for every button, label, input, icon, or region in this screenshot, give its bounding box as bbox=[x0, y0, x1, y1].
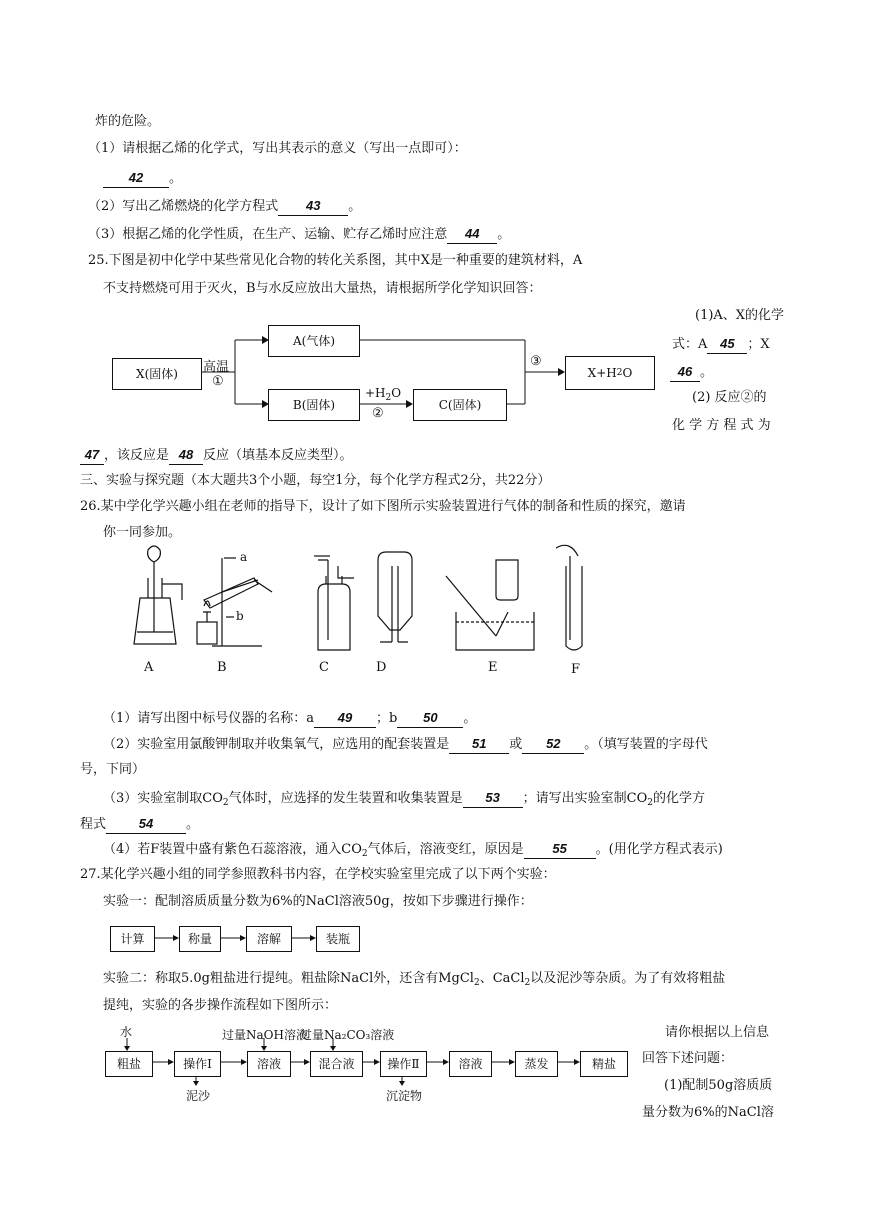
node-b-solid: B(固体) bbox=[268, 389, 360, 421]
q27-side-3: (1)配制50g溶质质 bbox=[664, 1078, 773, 1093]
flow-mixture: 混合液 bbox=[310, 1051, 363, 1077]
node-x-solid: X(固体) bbox=[112, 358, 202, 390]
flow-refined-salt: 精盐 bbox=[580, 1051, 628, 1077]
answer-blank-48[interactable]: 48 bbox=[169, 446, 203, 465]
apparatus-label-e: E bbox=[488, 660, 498, 675]
q25-side-5: 化 学 方 程 式 为 bbox=[672, 418, 771, 433]
answer-blank-53[interactable]: 53 bbox=[463, 789, 523, 808]
answer-blank-47[interactable]: 47 bbox=[80, 446, 104, 465]
apparatus-d-icon bbox=[378, 552, 412, 642]
answer-blank-42[interactable]: 42 bbox=[103, 169, 169, 188]
q26-part3-cont: 程式 54 。 bbox=[80, 816, 200, 832]
q27-side-4: 量分数为6%的NaCl溶 bbox=[642, 1105, 774, 1120]
answer-blank-55[interactable]: 55 bbox=[524, 840, 596, 859]
q26-part2-cont: 号，下同） bbox=[80, 762, 146, 777]
q25-side-4: (2) 反应②的 bbox=[692, 390, 767, 405]
step-calculate: 计算 bbox=[110, 926, 155, 952]
answer-blank-51[interactable]: 51 bbox=[449, 735, 509, 754]
flow-operation-1: 操作Ⅰ bbox=[174, 1051, 221, 1077]
step-bottle: 装瓶 bbox=[316, 926, 360, 952]
label-excess-na2co3: 过量Na₂CO₃溶液 bbox=[300, 1028, 395, 1042]
answer-blank-50[interactable]: 50 bbox=[397, 709, 463, 728]
q27-experiment-1: 实验一：配制溶质质量分数为6%的NaCl溶液50g，按如下步骤进行操作： bbox=[103, 894, 533, 909]
answer-blank-44[interactable]: 44 bbox=[447, 225, 497, 244]
q24-line0: 炸的危险。 bbox=[95, 114, 161, 129]
apparatus-e-icon bbox=[446, 560, 534, 650]
q25-line-47-48: 47 ，该反应是 48 反应（填基本反应类型）。 bbox=[80, 446, 353, 465]
flow-crude-salt: 粗盐 bbox=[105, 1051, 153, 1077]
apparatus-label-c: C bbox=[319, 660, 329, 675]
q24-part1: （1）请根据乙烯的化学式，写出其表示的意义（写出一点即可）： bbox=[88, 141, 467, 156]
label-precipitate: 沉淀物 bbox=[386, 1089, 423, 1103]
apparatus-label-d: D bbox=[376, 660, 387, 675]
q26-part2: （2）实验室用氯酸钾制取并收集氧气，应选用的配套装置是 51 或 52 。（填写装置的字母代 bbox=[103, 736, 708, 752]
label-excess-naoh: 过量NaOH溶液 bbox=[222, 1028, 308, 1042]
apparatus-label-a: A bbox=[144, 660, 154, 675]
label-reaction-3: ③ bbox=[530, 354, 542, 369]
answer-blank-43[interactable]: 43 bbox=[278, 197, 348, 216]
apparatus-a-icon bbox=[134, 546, 182, 644]
label-water: 水 bbox=[120, 1025, 133, 1039]
q25-side-3: 46 。 bbox=[670, 363, 713, 382]
q25-stem-line1: 25.下图是初中化学中某些常见化合物的转化关系图，其中X是一种重要的建筑材料，A bbox=[88, 253, 583, 268]
answer-blank-54[interactable]: 54 bbox=[106, 815, 186, 834]
q27-experiment-2-line2: 提纯，实验的各步操作流程如下图所示： bbox=[103, 998, 338, 1013]
q24-part3: （3）根据乙烯的化学性质，在生产、运输、贮存乙烯时应注意 44 。 bbox=[88, 226, 511, 242]
section-3-heading: 三、实验与探究题（本大题共3个小题，每空1分，每个化学方程式2分，共22分） bbox=[80, 473, 551, 488]
answer-blank-49[interactable]: 49 bbox=[314, 709, 376, 728]
label-sediment: 泥沙 bbox=[186, 1089, 211, 1103]
q25-side-2: 式：A 45 ；X bbox=[672, 336, 770, 352]
step-weigh: 称量 bbox=[179, 926, 221, 952]
q27-experiment-2-line1: 实验二：称取5.0g粗盐进行提纯。粗盐除NaCl外，还含有MgCl$_2$、CaCl$_2$以及泥沙等杂质。为了有效将粗盐 bbox=[103, 971, 726, 988]
answer-blank-52[interactable]: 52 bbox=[522, 735, 584, 754]
q25-stem-line2: 不支持燃烧可用于灭火，B与水反应放出大量热，请根据所学化学知识回答： bbox=[103, 281, 542, 296]
answer-blank-45[interactable]: 45 bbox=[707, 335, 747, 354]
apparatus-b-icon bbox=[197, 558, 272, 646]
apparatus-f-icon bbox=[556, 545, 582, 650]
q26-part1: （1）请写出图中标号仪器的名称：a 49 ；b 50 。 bbox=[103, 710, 477, 726]
label-reaction-1: ① bbox=[212, 374, 224, 389]
label-reaction-2: ② bbox=[372, 406, 384, 421]
step-dissolve: 溶解 bbox=[246, 926, 292, 952]
node-c-solid: C(固体) bbox=[413, 389, 507, 421]
node-a-gas: A(气体) bbox=[268, 325, 360, 357]
label-plus-water: $+H_2O$ bbox=[365, 386, 402, 403]
q25-side-1: (1)A、X的化学 bbox=[695, 308, 785, 323]
q26-part3: （3）实验室制取$CO_2$气体时，应选择的发生装置和收集装置是 53 ；请写出实验室制$CO_2$的化学方 bbox=[103, 790, 705, 808]
q26-stem-line2: 你一同参加。 bbox=[103, 525, 182, 540]
apparatus-label-b: B bbox=[217, 660, 227, 675]
apparatus-mark-b: b bbox=[236, 609, 244, 623]
q27-stem: 27.某化学兴趣小组的同学参照教科书内容，在学校实验室里完成了以下两个实验： bbox=[80, 867, 556, 882]
q26-stem-line1: 26.某中学化学兴趣小组在老师的指导下，设计了如下图所示实验装置进行气体的制备和性质的探究，邀请 bbox=[80, 499, 686, 514]
node-x-plus-water: X+H 2 O bbox=[565, 356, 655, 390]
q27-side-2: 回答下述问题： bbox=[642, 1051, 734, 1066]
apparatus-mark-a: a bbox=[240, 550, 248, 564]
flow-solution-1: 溶液 bbox=[247, 1051, 291, 1077]
label-high-temp: 高温 bbox=[203, 360, 230, 375]
apparatus-label-f: F bbox=[571, 662, 581, 677]
apparatus-c-icon bbox=[314, 556, 354, 650]
flow-solution-2: 溶液 bbox=[449, 1051, 492, 1077]
q24-answer-line-42: 42 。 bbox=[103, 169, 182, 188]
q24-part2: （2）写出乙烯燃烧的化学方程式 43 。 bbox=[88, 198, 362, 214]
flow-operation-2: 操作Ⅱ bbox=[380, 1051, 427, 1077]
q27-side-1: 请你根据以上信息 bbox=[665, 1025, 770, 1040]
q26-part4: （4）若F装置中盛有紫色石蕊溶液，通入$CO_2$气体后，溶液变红，原因是 55 。(用化学方程式表示) bbox=[103, 841, 723, 859]
answer-blank-46[interactable]: 46 bbox=[670, 363, 700, 382]
flow-evaporate: 蒸发 bbox=[515, 1051, 558, 1077]
